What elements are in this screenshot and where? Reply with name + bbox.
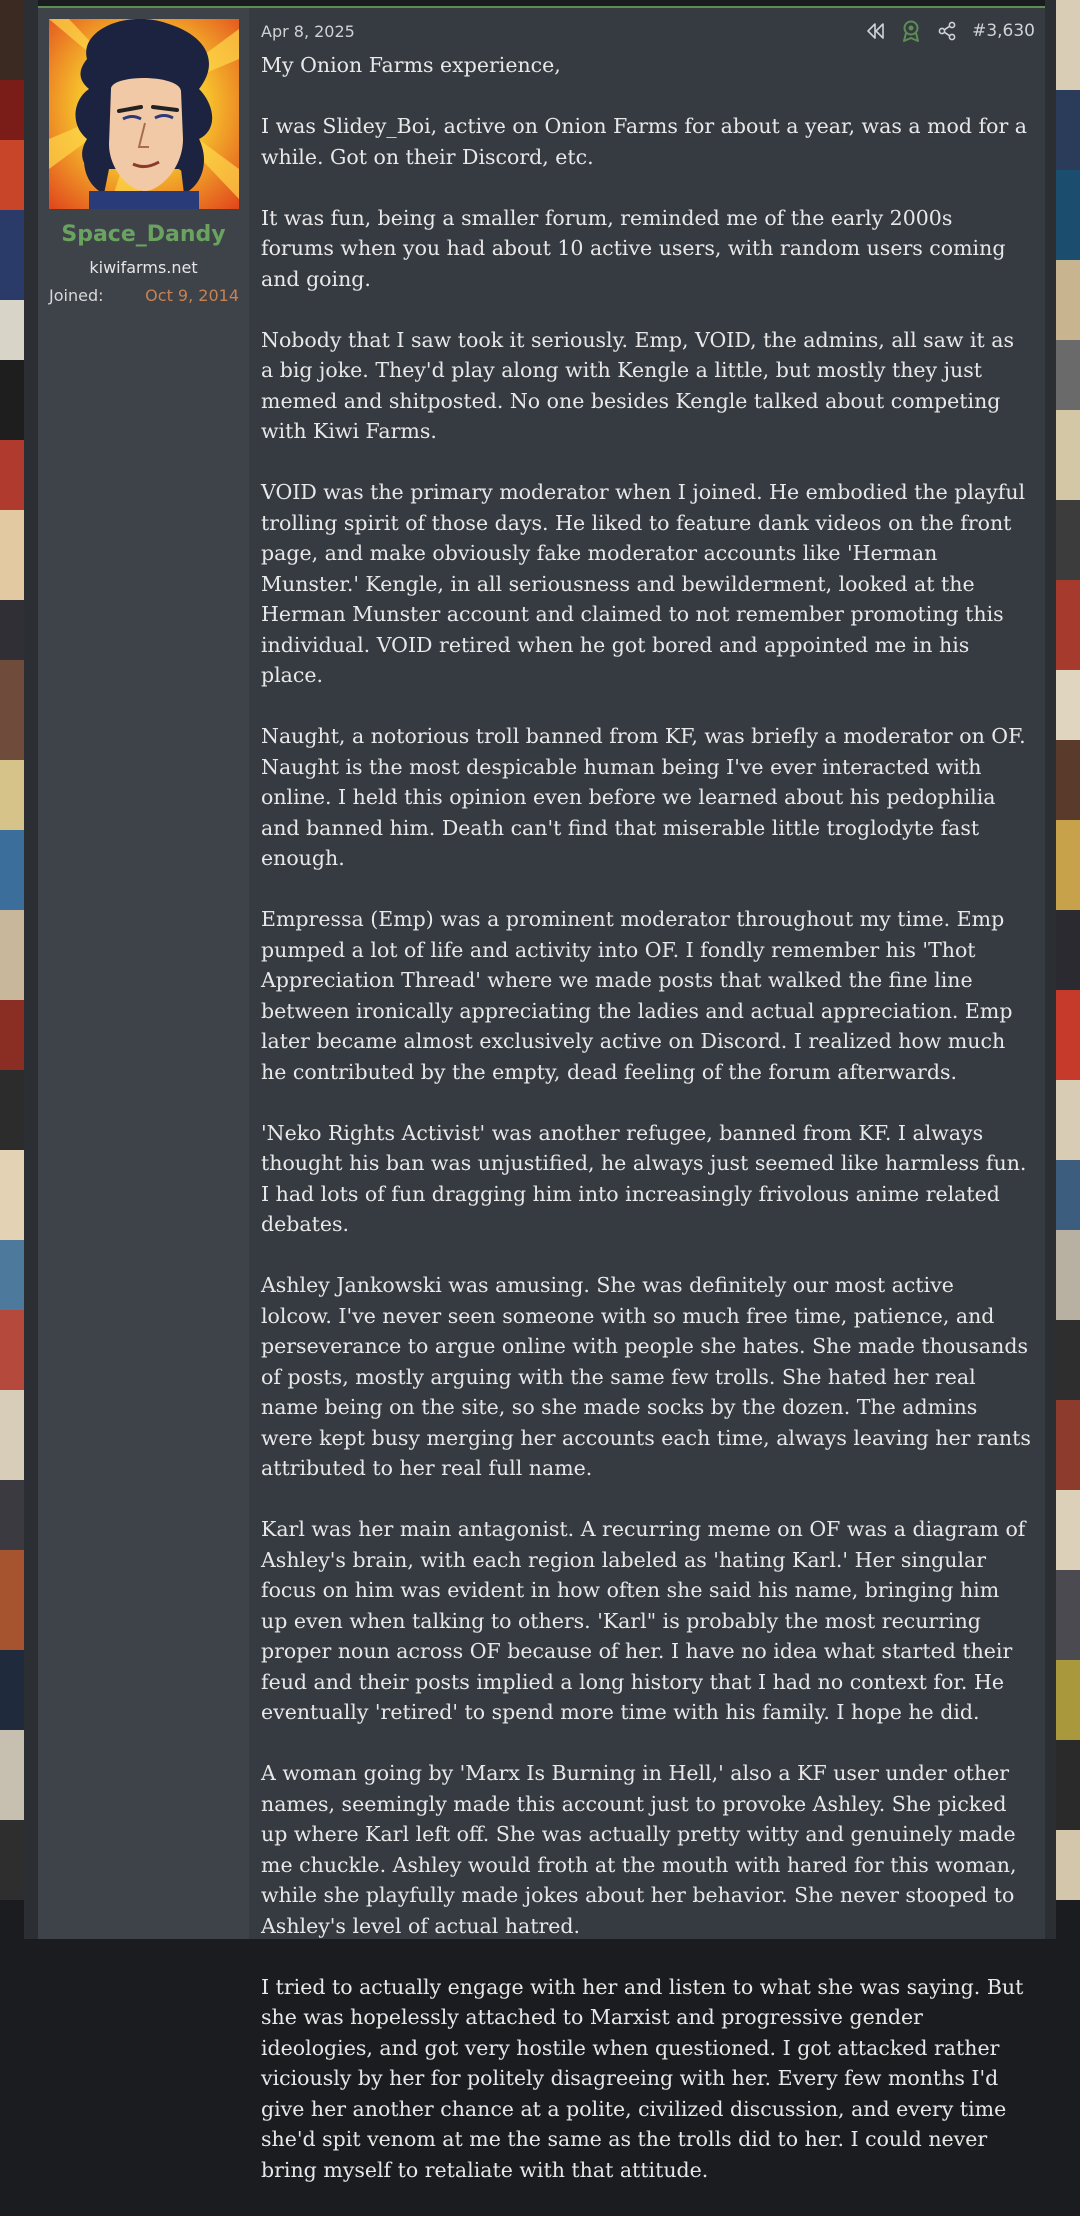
post-paragraph: I tried to actually engage with her and listen to what she was saying. But she was hopelessly attached to Marxist and progressive gender ideologies, and got very hostile when questioned. I got attacked rather viciously by her for politely disagreeing with her. Every few months I'd give her another chance at a polite, civilized discussion, and every time she'd spit venom at me the same as the trolls did to her. I could never bring myself to retaliate with that attitude.	[261, 1974, 1024, 2182]
forum-post	[38, 6, 1045, 2182]
avatar-image	[49, 19, 239, 209]
post-paragraph: A woman going by 'Marx Is Burning in Hell,' also a KF user under other names, seemingly made this account just to provoke Ashley. She picked up where Karl left off. She was actually pretty witty and genuinely made me chuckle. Ashley would froth at the mouth with hared for this woman, while she playfully made jokes about her behavior. She never stooped to Ashley's level of actual hatred.	[261, 1761, 1017, 1938]
rewind-icon[interactable]	[864, 20, 886, 42]
post-actions	[864, 20, 1035, 42]
share-icon[interactable]	[936, 20, 958, 42]
post-paragraph: I was Slidey_Boi, active on Onion Farms for about a year, was a mod for a while. Got on their Discord, etc.	[261, 114, 1027, 169]
post-body	[261, 50, 1031, 2216]
post-number-link[interactable]: #3,630	[972, 21, 1035, 41]
post-paragraph: VOID was the primary moderator when I joined. He embodied the playful trolling spirit of those days. He liked to feature dank videos on the front page, and make obviously fake moderator accounts like 'Herman Munster.' Kengle, in all seriousness and bewilderment, looked at the Herman Munster account and claimed to not remember promoting this individual. VOID retired when he got bored and appointed me in his place.	[261, 480, 1026, 687]
page-gutter-right	[1045, 0, 1056, 1939]
post-paragraph: Naught, a notorious troll banned from KF, was briefly a moderator on OF. Naught is the most despicable human being I've ever interacted with online. I held this opinion even before we learned about his pedophilia and banned him. Death can't find that miserable little troglodyte fast enough.	[261, 724, 1026, 870]
post-paragraph: My Onion Farms experience,	[261, 53, 561, 77]
post-paragraph: Empressa (Emp) was a prominent moderator throughout my time. Emp pumped a lot of life and activity into OF. I fondly remember his 'Thot Appreciation Thread' where we made posts that walked the fine line between ironically appreciating the ladies and actual appreciation. Emp later became almost exclusively active on Discord. I realized how much he contributed by the empty, dead feeling of the forum afterwards.	[261, 907, 1013, 1084]
background-collage-right	[1056, 0, 1080, 1939]
post-author-panel	[38, 8, 249, 1939]
joined-date: Oct 9, 2014	[145, 286, 239, 305]
author-avatar[interactable]	[49, 19, 239, 209]
author-joined-row	[49, 286, 239, 305]
post-paragraph: Nobody that I saw took it seriously. Emp, VOID, the admins, all saw it as a big joke. They'd play along with Kengle a little, but mostly they just memed and shitposted. No one besides Kengle talked about competing with Kiwi Farms.	[261, 327, 1015, 443]
background-collage-left	[0, 0, 24, 1939]
author-username[interactable]: Space_Dandy	[61, 222, 226, 247]
author-user-title: kiwifarms.net	[89, 258, 198, 277]
post-paragraph: 'Neko Rights Activist' was another refugee, banned from KF. I always thought his ban was unjustified, he always just seemed like harmless fun. I had lots of fun dragging him into increasingly frivolous anime related debates.	[261, 1120, 1027, 1236]
reaction-badge-icon[interactable]	[900, 20, 922, 42]
joined-label: Joined:	[49, 286, 104, 305]
page-gutter-left	[24, 0, 38, 1939]
post-main	[261, 8, 1045, 2182]
post-paragraph: It was fun, being a smaller forum, reminded me of the early 2000s forums when you had about 10 active users, with random users coming and going.	[261, 205, 1006, 291]
post-date-link[interactable]: Apr 8, 2025	[261, 22, 355, 41]
post-paragraph: Ashley Jankowski was amusing. She was definitely our most active lolcow. I've never seen someone with so much free time, patience, and perseverance to argue online with people she hates. She made thousands of posts, mostly arguing with the same few trolls. She hated her real name being on the site, so she made socks by the dozen. The admins were kept busy merging her accounts each time, always leaving her rants attributed to her real full name.	[261, 1273, 1031, 1480]
post-paragraph: Karl was her main antagonist. A recurring meme on OF was a diagram of Ashley's brain, with each region labeled as 'hating Karl.' Her singular focus on him was evident in how often she said his name, bringing him up even when talking to others. 'Karl" is probably the most recurring proper noun across OF because of her. I have no idea what started their feud and their posts implied a long history that I had no context for. He eventually 'retired' to spend more time with his family. I hope he did.	[261, 1517, 1026, 1724]
